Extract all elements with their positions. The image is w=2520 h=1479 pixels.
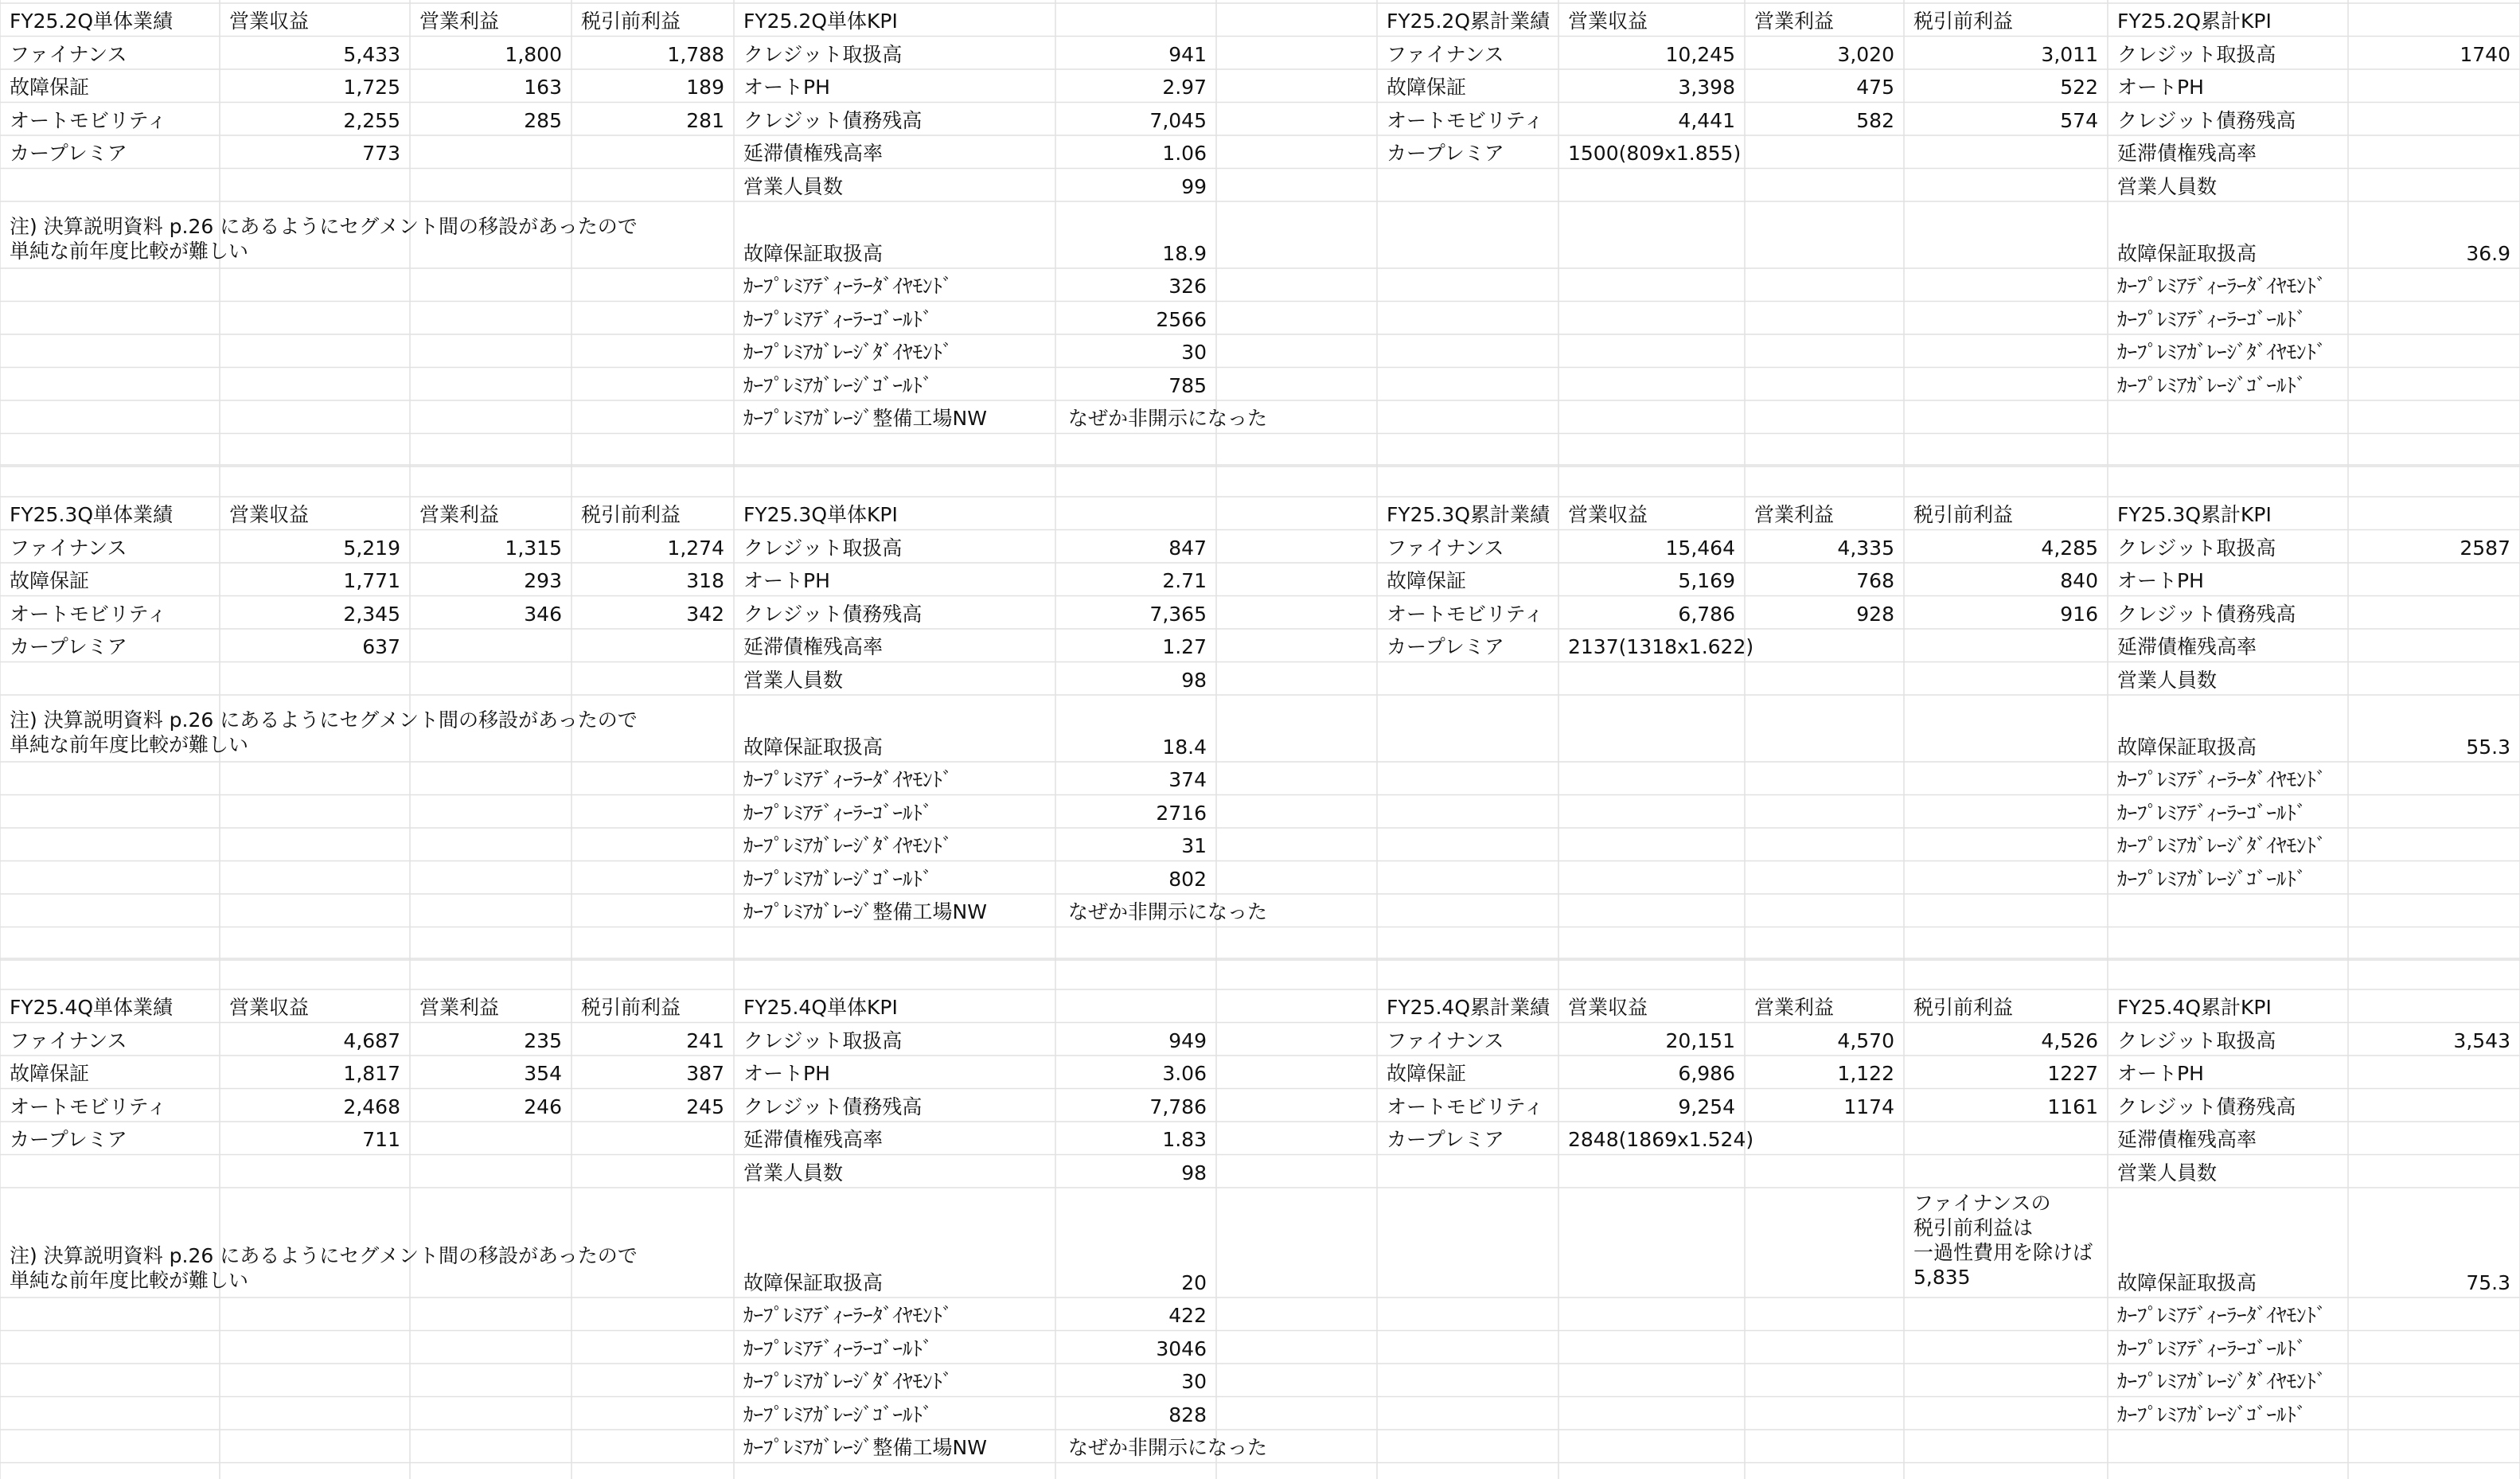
cumulative-kpi-label-cell[interactable]: ｶｰﾌﾟﾚﾐｱｶﾞﾚｰｼﾞﾀﾞｲﾔﾓﾝﾄﾞ [2117,834,2327,857]
segment-value-cell[interactable]: 711 [362,1128,400,1151]
kpi-label-cell[interactable]: 故障保証取扱高 [743,241,884,265]
kpi-value-cell[interactable]: 2.97 [1162,76,1207,99]
segment-value-cell[interactable]: 189 [686,76,724,99]
segment-value-cell[interactable]: 342 [686,602,724,626]
kpi-value-cell[interactable]: 1.06 [1162,142,1207,165]
segment-value-cell[interactable]: 637 [362,635,400,658]
cumulative-kpi-value-cell[interactable]: 36.9 [2466,241,2510,265]
cumulative-value-cell[interactable]: 4,441 [1678,108,1735,132]
segment-value-cell[interactable]: 163 [524,76,562,99]
segment-value-cell[interactable]: 2,255 [343,108,400,132]
cumulative-value-cell[interactable]: 4,570 [1837,1028,1894,1052]
cumulative-value-cell[interactable]: 522 [2060,76,2098,99]
segment-value-cell[interactable]: 235 [524,1028,562,1052]
kpi-label-cell[interactable]: 故障保証取扱高 [743,1270,884,1294]
kpi-label-cell[interactable]: ｶｰﾌﾟﾚﾐｱﾃﾞｨｰﾗｰｺﾞｰﾙﾄﾞ [743,1337,933,1360]
cumulative-kpi-label-cell[interactable]: クレジット債務残高 [2117,108,2296,132]
kpi-value-cell[interactable]: 2566 [1156,307,1207,331]
kpi-value-cell[interactable]: 422 [1168,1304,1207,1327]
kpi-value-cell[interactable]: 31 [1181,834,1207,857]
kpi-value-cell[interactable]: 374 [1168,768,1207,791]
segment-value-cell[interactable]: 5,433 [343,42,400,66]
kpi-label-cell[interactable]: ｶｰﾌﾟﾚﾐｱﾃﾞｨｰﾗｰｺﾞｰﾙﾄﾞ [743,801,933,825]
segment-note[interactable]: 注) 決算説明資料 p.26 にあるようにセグメント間の移設があったので 単純な前年度比較が難しい [10,1244,638,1292]
cumulative-kpi-label-cell[interactable]: 延滞債権残高率 [2117,142,2257,165]
cumulative-value-cell[interactable]: 3,398 [1678,76,1735,99]
segment-note[interactable]: 注) 決算説明資料 p.26 にあるようにセグメント間の移設があったので 単純な前年度比較が難しい [10,708,638,756]
kpi-label-cell[interactable]: ｶｰﾌﾟﾚﾐｱﾃﾞｨｰﾗｰﾀﾞｲﾔﾓﾝﾄﾞ [743,275,953,298]
segment-value-cell[interactable]: 2,345 [343,602,400,626]
cumulative-value-cell[interactable]: 928 [1856,602,1894,626]
cumulative-header-cell[interactable]: 営業収益 [1568,996,1648,1019]
cumulative-value-cell[interactable]: 1174 [1843,1095,1894,1118]
kpi-remark-cell[interactable]: なぜか非開示になった [1068,407,1268,430]
cumulative-kpi-label-cell[interactable]: 故障保証取扱高 [2117,1270,2257,1294]
cumulative-name-cell[interactable]: 故障保証 [1387,1062,1467,1085]
kpi-label-cell[interactable]: 故障保証取扱高 [743,735,884,759]
segment-name-cell[interactable]: カープレミア [10,635,127,658]
cumulative-header-cell[interactable]: FY25.2Q累計業績 [1387,10,1550,33]
kpi-value-cell[interactable]: 785 [1168,373,1207,397]
cumulative-kpi-label-cell[interactable]: オートPH [2117,76,2204,99]
kpi-label-cell[interactable]: クレジット取扱高 [743,536,903,560]
cumulative-value-cell[interactable]: 916 [2060,602,2098,626]
cumulative-kpi-label-cell[interactable]: ｶｰﾌﾟﾚﾐｱｶﾞﾚｰｼﾞｺﾞｰﾙﾄﾞ [2117,1403,2307,1426]
cumulative-value-cell[interactable]: 574 [2060,108,2098,132]
cumulative-kpi-value-cell[interactable]: 1740 [2460,42,2510,66]
kpi-value-cell[interactable]: 2716 [1156,801,1207,825]
cumulative-value-cell[interactable]: 475 [1856,76,1894,99]
cumulative-value-cell[interactable]: 840 [2060,569,2098,592]
kpi-label-cell[interactable]: クレジット債務残高 [743,108,923,132]
segment-note[interactable]: 注) 決算説明資料 p.26 にあるようにセグメント間の移設があったので 単純な前年度比較が難しい [10,215,638,263]
cumulative-kpi-label-cell[interactable]: ｶｰﾌﾟﾚﾐｱﾃﾞｨｰﾗｰｺﾞｰﾙﾄﾞ [2117,307,2307,331]
segment-header-cell[interactable]: FY25.3Q単体業績 [10,503,173,526]
segment-value-cell[interactable]: 245 [686,1095,724,1118]
segment-header-cell[interactable]: 営業利益 [419,996,500,1019]
cumulative-kpi-label-cell[interactable]: オートPH [2117,569,2204,592]
kpi-value-cell[interactable]: 98 [1181,1161,1207,1184]
cumulative-kpi-label-cell[interactable]: 延滞債権残高率 [2117,635,2257,658]
segment-value-cell[interactable]: 1,771 [343,569,400,592]
cumulative-name-cell[interactable]: 故障保証 [1387,76,1467,99]
cumulative-kpi-label-cell[interactable]: 故障保証取扱高 [2117,241,2257,265]
segment-value-cell[interactable]: 1,274 [667,536,724,560]
segment-name-cell[interactable]: オートモビリティ [10,108,167,132]
segment-name-cell[interactable]: 故障保証 [10,76,90,99]
segment-value-cell[interactable]: 4,687 [343,1028,400,1052]
cumulative-name-cell[interactable]: ファイナンス [1387,536,1504,560]
kpi-value-cell[interactable]: 7,786 [1149,1095,1207,1118]
cumulative-value-cell[interactable]: 5,169 [1678,569,1735,592]
kpi-label-cell[interactable]: クレジット取扱高 [743,42,903,66]
cumulative-kpi-label-cell[interactable]: オートPH [2117,1062,2204,1085]
kpi-value-cell[interactable]: 1.27 [1162,635,1207,658]
cumulative-name-cell[interactable]: カープレミア [1387,1128,1504,1151]
cumulative-value-cell[interactable]: 15,464 [1665,536,1735,560]
kpi-label-cell[interactable]: 延滞債権残高率 [743,1128,884,1151]
kpi-value-cell[interactable]: 18.4 [1162,735,1207,759]
cumulative-kpi-value-cell[interactable]: 2587 [2460,536,2510,560]
kpi-value-cell[interactable]: 99 [1181,174,1207,198]
kpi-label-cell[interactable]: ｶｰﾌﾟﾚﾐｱｶﾞﾚｰｼﾞｺﾞｰﾙﾄﾞ [743,867,933,891]
kpi-label-cell[interactable]: ｶｰﾌﾟﾚﾐｱﾃﾞｨｰﾗｰﾀﾞｲﾔﾓﾝﾄﾞ [743,1304,953,1327]
kpi-label-cell[interactable]: 営業人員数 [743,1161,844,1184]
cumulative-kpi-label-cell[interactable]: ｶｰﾌﾟﾚﾐｱｶﾞﾚｰｼﾞｺﾞｰﾙﾄﾞ [2117,867,2307,891]
segment-name-cell[interactable]: オートモビリティ [10,602,167,626]
cumulative-header-cell[interactable]: 税引前利益 [1913,996,2014,1019]
kpi-value-cell[interactable]: 3046 [1156,1337,1207,1360]
kpi-value-cell[interactable]: 7,045 [1149,108,1207,132]
kpi-label-cell[interactable]: クレジット債務残高 [743,1095,923,1118]
segment-header-cell[interactable]: 営業収益 [229,503,310,526]
kpi-label-cell[interactable]: ｶｰﾌﾟﾚﾐｱｶﾞﾚｰｼﾞﾀﾞｲﾔﾓﾝﾄﾞ [743,1370,953,1393]
cumulative-header-cell[interactable]: 営業利益 [1754,10,1835,33]
cumulative-value-cell[interactable]: 4,335 [1837,536,1894,560]
kpi-label-cell[interactable]: オートPH [743,76,830,99]
kpi-label-cell[interactable]: ｶｰﾌﾟﾚﾐｱｶﾞﾚｰｼﾞﾀﾞｲﾔﾓﾝﾄﾞ [743,834,953,857]
cumulative-name-cell[interactable]: ファイナンス [1387,1028,1504,1052]
kpi-value-cell[interactable]: 30 [1181,1370,1207,1393]
kpi-value-cell[interactable]: 7,365 [1149,602,1207,626]
segment-value-cell[interactable]: 1,315 [505,536,562,560]
segment-name-cell[interactable]: ファイナンス [10,536,127,560]
cumulative-header-cell[interactable]: 営業利益 [1754,503,1835,526]
cumulative-kpi-header-cell[interactable]: FY25.4Q累計KPI [2117,996,2272,1019]
cumulative-kpi-value-cell[interactable]: 55.3 [2466,735,2510,759]
kpi-label-cell[interactable]: クレジット債務残高 [743,602,923,626]
cumulative-value-cell[interactable]: 6,986 [1678,1062,1735,1085]
cumulative-kpi-label-cell[interactable]: ｶｰﾌﾟﾚﾐｱﾃﾞｨｰﾗｰｺﾞｰﾙﾄﾞ [2117,1337,2307,1360]
segment-name-cell[interactable]: ファイナンス [10,1028,127,1052]
kpi-value-cell[interactable]: 20 [1181,1270,1207,1294]
kpi-remark-cell[interactable]: なぜか非開示になった [1068,900,1268,923]
cumulative-kpi-label-cell[interactable]: クレジット取扱高 [2117,42,2276,66]
cumulative-value-cell[interactable]: 3,011 [2041,42,2098,66]
cumulative-value-cell[interactable]: 768 [1856,569,1894,592]
cumulative-value-cell[interactable]: 1227 [2047,1062,2098,1085]
cumulative-kpi-label-cell[interactable]: ｶｰﾌﾟﾚﾐｱｶﾞﾚｰｼﾞﾀﾞｲﾔﾓﾝﾄﾞ [2117,1370,2327,1393]
cumulative-header-cell[interactable]: 営業利益 [1754,996,1835,1019]
cumulative-header-cell[interactable]: 税引前利益 [1913,503,2014,526]
cumulative-note[interactable]: ファイナンスの 税引前利益は 一過性費用を除けば 5,835 [1913,1192,2093,1289]
kpi-label-cell[interactable]: ｶｰﾌﾟﾚﾐｱｶﾞﾚｰｼﾞ整備工場NW [743,1436,987,1459]
cumulative-kpi-value-cell[interactable]: 75.3 [2466,1270,2510,1294]
cumulative-kpi-label-cell[interactable]: ｶｰﾌﾟﾚﾐｱｶﾞﾚｰｼﾞﾀﾞｲﾔﾓﾝﾄﾞ [2117,341,2327,364]
cumulative-kpi-label-cell[interactable]: クレジット取扱高 [2117,1028,2276,1052]
kpi-label-cell[interactable]: 営業人員数 [743,668,844,692]
cumulative-kpi-label-cell[interactable]: 営業人員数 [2117,174,2218,198]
segment-header-cell[interactable]: 税引前利益 [581,503,681,526]
segment-name-cell[interactable]: 故障保証 [10,1062,90,1085]
segment-value-cell[interactable]: 246 [524,1095,562,1118]
segment-value-cell[interactable]: 354 [524,1062,562,1085]
cumulative-kpi-label-cell[interactable]: ｶｰﾌﾟﾚﾐｱｶﾞﾚｰｼﾞｺﾞｰﾙﾄﾞ [2117,373,2307,397]
kpi-value-cell[interactable]: 98 [1181,668,1207,692]
cumulative-name-cell[interactable]: カープレミア [1387,142,1504,165]
cumulative-kpi-label-cell[interactable]: 営業人員数 [2117,668,2218,692]
kpi-label-cell[interactable]: ｶｰﾌﾟﾚﾐｱﾃﾞｨｰﾗｰｺﾞｰﾙﾄﾞ [743,307,933,331]
cumulative-header-cell[interactable]: 税引前利益 [1913,10,2014,33]
cumulative-kpi-label-cell[interactable]: クレジット債務残高 [2117,602,2296,626]
segment-name-cell[interactable]: ファイナンス [10,42,127,66]
kpi-value-cell[interactable]: 2.71 [1162,569,1207,592]
cumulative-value-cell[interactable]: 582 [1856,108,1894,132]
cumulative-value-cell[interactable]: 6,786 [1678,602,1735,626]
kpi-value-cell[interactable]: 949 [1168,1028,1207,1052]
segment-value-cell[interactable]: 5,219 [343,536,400,560]
cumulative-value-cell[interactable]: 2137(1318x1.622) [1568,635,1754,658]
segment-value-cell[interactable]: 387 [686,1062,724,1085]
segment-header-cell[interactable]: FY25.2Q単体業績 [10,10,173,33]
cumulative-value-cell[interactable]: 4,526 [2041,1028,2098,1052]
cumulative-value-cell[interactable]: 10,245 [1665,42,1735,66]
kpi-header-cell[interactable]: FY25.2Q単体KPI [743,10,898,33]
cumulative-name-cell[interactable]: オートモビリティ [1387,1095,1544,1118]
segment-name-cell[interactable]: カープレミア [10,142,127,165]
segment-name-cell[interactable]: 故障保証 [10,569,90,592]
cumulative-value-cell[interactable]: 1,122 [1837,1062,1894,1085]
segment-value-cell[interactable]: 1,817 [343,1062,400,1085]
kpi-value-cell[interactable]: 3.06 [1162,1062,1207,1085]
segment-value-cell[interactable]: 318 [686,569,724,592]
cumulative-name-cell[interactable]: 故障保証 [1387,569,1467,592]
kpi-header-cell[interactable]: FY25.4Q単体KPI [743,996,898,1019]
cumulative-header-cell[interactable]: FY25.4Q累計業績 [1387,996,1550,1019]
cumulative-header-cell[interactable]: 営業収益 [1568,503,1648,526]
cumulative-value-cell[interactable]: 2848(1869x1.524) [1568,1128,1754,1151]
cumulative-kpi-label-cell[interactable]: クレジット債務残高 [2117,1095,2296,1118]
segment-header-cell[interactable]: 税引前利益 [581,10,681,33]
segment-header-cell[interactable]: 営業収益 [229,996,310,1019]
cumulative-value-cell[interactable]: 9,254 [1678,1095,1735,1118]
kpi-value-cell[interactable]: 941 [1168,42,1207,66]
kpi-label-cell[interactable]: 延滞債権残高率 [743,635,884,658]
kpi-label-cell[interactable]: ｶｰﾌﾟﾚﾐｱｶﾞﾚｰｼﾞﾀﾞｲﾔﾓﾝﾄﾞ [743,341,953,364]
cumulative-kpi-label-cell[interactable]: ｶｰﾌﾟﾚﾐｱﾃﾞｨｰﾗｰﾀﾞｲﾔﾓﾝﾄﾞ [2117,768,2327,791]
segment-header-cell[interactable]: 営業利益 [419,503,500,526]
segment-name-cell[interactable]: オートモビリティ [10,1095,167,1118]
cumulative-value-cell[interactable]: 1161 [2047,1095,2098,1118]
kpi-value-cell[interactable]: 1.83 [1162,1128,1207,1151]
kpi-value-cell[interactable]: 847 [1168,536,1207,560]
kpi-label-cell[interactable]: ｶｰﾌﾟﾚﾐｱｶﾞﾚｰｼﾞｺﾞｰﾙﾄﾞ [743,373,933,397]
kpi-value-cell[interactable]: 326 [1168,275,1207,298]
segment-value-cell[interactable]: 1,788 [667,42,724,66]
segment-header-cell[interactable]: 税引前利益 [581,996,681,1019]
cumulative-name-cell[interactable]: オートモビリティ [1387,108,1544,132]
kpi-label-cell[interactable]: オートPH [743,1062,830,1085]
kpi-label-cell[interactable]: ｶｰﾌﾟﾚﾐｱｶﾞﾚｰｼﾞｺﾞｰﾙﾄﾞ [743,1403,933,1426]
cumulative-header-cell[interactable]: 営業収益 [1568,10,1648,33]
segment-value-cell[interactable]: 2,468 [343,1095,400,1118]
kpi-label-cell[interactable]: クレジット取扱高 [743,1028,903,1052]
kpi-value-cell[interactable]: 828 [1168,1403,1207,1426]
cumulative-name-cell[interactable]: カープレミア [1387,635,1504,658]
cumulative-name-cell[interactable]: オートモビリティ [1387,602,1544,626]
kpi-value-cell[interactable]: 18.9 [1162,241,1207,265]
segment-header-cell[interactable]: 営業収益 [229,10,310,33]
cumulative-kpi-label-cell[interactable]: 営業人員数 [2117,1161,2218,1184]
kpi-label-cell[interactable]: ｶｰﾌﾟﾚﾐｱﾃﾞｨｰﾗｰﾀﾞｲﾔﾓﾝﾄﾞ [743,768,953,791]
cumulative-kpi-label-cell[interactable]: 故障保証取扱高 [2117,735,2257,759]
segment-value-cell[interactable]: 293 [524,569,562,592]
kpi-label-cell[interactable]: 延滞債権残高率 [743,142,884,165]
cumulative-value-cell[interactable]: 4,285 [2041,536,2098,560]
segment-header-cell[interactable]: FY25.4Q単体業績 [10,996,173,1019]
kpi-value-cell[interactable]: 802 [1168,867,1207,891]
cumulative-kpi-label-cell[interactable]: ｶｰﾌﾟﾚﾐｱﾃﾞｨｰﾗｰﾀﾞｲﾔﾓﾝﾄﾞ [2117,275,2327,298]
kpi-label-cell[interactable]: ｶｰﾌﾟﾚﾐｱｶﾞﾚｰｼﾞ整備工場NW [743,900,987,923]
kpi-label-cell[interactable]: オートPH [743,569,830,592]
cumulative-kpi-header-cell[interactable]: FY25.2Q累計KPI [2117,10,2272,33]
cumulative-kpi-label-cell[interactable]: ｶｰﾌﾟﾚﾐｱﾃﾞｨｰﾗｰﾀﾞｲﾔﾓﾝﾄﾞ [2117,1304,2327,1327]
kpi-header-cell[interactable]: FY25.3Q単体KPI [743,503,898,526]
segment-value-cell[interactable]: 285 [524,108,562,132]
kpi-remark-cell[interactable]: なぜか非開示になった [1068,1436,1268,1459]
segment-value-cell[interactable]: 241 [686,1028,724,1052]
cumulative-kpi-label-cell[interactable]: クレジット取扱高 [2117,536,2276,560]
segment-value-cell[interactable]: 281 [686,108,724,132]
cumulative-kpi-header-cell[interactable]: FY25.3Q累計KPI [2117,503,2272,526]
cumulative-value-cell[interactable]: 20,151 [1665,1028,1735,1052]
segment-header-cell[interactable]: 営業利益 [419,10,500,33]
cumulative-kpi-label-cell[interactable]: 延滞債権残高率 [2117,1128,2257,1151]
kpi-label-cell[interactable]: ｶｰﾌﾟﾚﾐｱｶﾞﾚｰｼﾞ整備工場NW [743,407,987,430]
cumulative-kpi-label-cell[interactable]: ｶｰﾌﾟﾚﾐｱﾃﾞｨｰﾗｰｺﾞｰﾙﾄﾞ [2117,801,2307,825]
segment-value-cell[interactable]: 773 [362,142,400,165]
segment-name-cell[interactable]: カープレミア [10,1128,127,1151]
segment-value-cell[interactable]: 346 [524,602,562,626]
cumulative-name-cell[interactable]: ファイナンス [1387,42,1504,66]
cumulative-value-cell[interactable]: 3,020 [1837,42,1894,66]
cumulative-kpi-value-cell[interactable]: 3,543 [2453,1028,2510,1052]
kpi-label-cell[interactable]: 営業人員数 [743,174,844,198]
segment-value-cell[interactable]: 1,725 [343,76,400,99]
cumulative-value-cell[interactable]: 1500(809x1.855) [1568,142,1742,165]
segment-value-cell[interactable]: 1,800 [505,42,562,66]
kpi-value-cell[interactable]: 30 [1181,341,1207,364]
cumulative-header-cell[interactable]: FY25.3Q累計業績 [1387,503,1550,526]
